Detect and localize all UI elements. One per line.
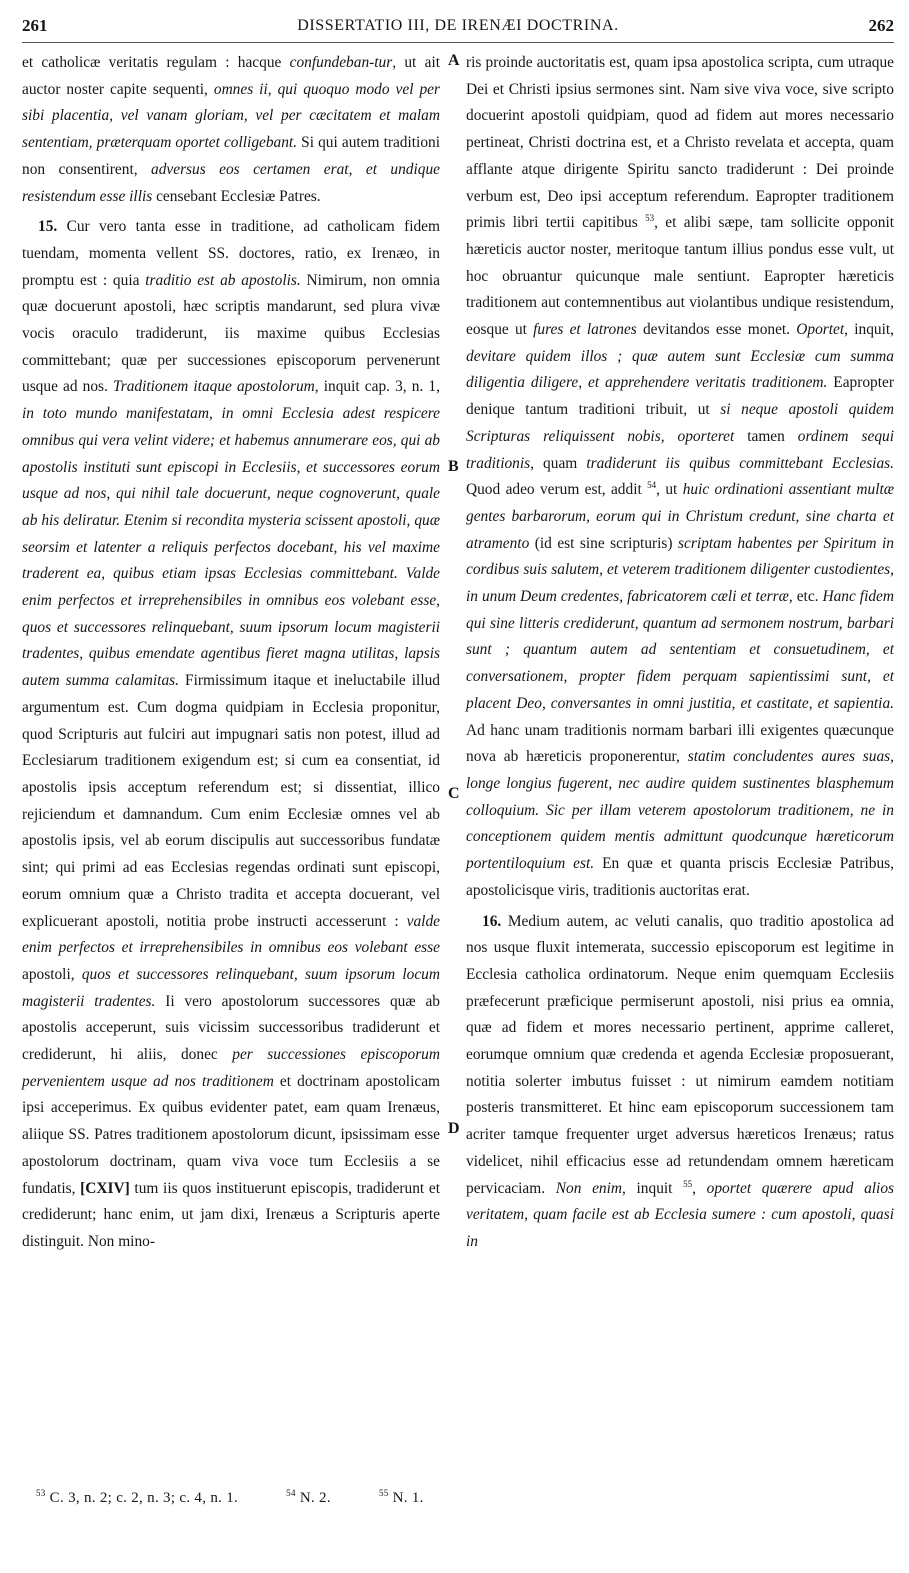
text-run: , inquit cap. 3, n. 1, [314,378,440,396]
italic-text: valde enim perfectos et irreprehensibiles in omnibus eos volebant esse [22,912,440,957]
italic-text: statim concludentes aures suas, longe longius fugerent, nec audire quidem sustinentes blasphemum colloquium. Sic per illam veterem apostolorum traditionem, ne in conceptionem quidem mentis admittunt quodcunque hæreticorum portentiloquium est. [466,748,895,873]
text-run: En quæ et quanta priscis Ecclesiæ Patribus, apostolicisque viris, traditionis auctoritas erat. [466,855,894,899]
text-run: Nimirum, non omnia quæ docuerunt apostoli, hæc scriptis mandarunt, sed plura vivæ vocis oraculo tradiderunt, iis maxime quibus Ecclesias committebant; quæ per successiones episcoporum pervenerunt usque ad nos. [22,271,440,396]
footnote-mark: 53 [36,1488,46,1498]
italic-text: ordinem sequi traditionis [466,427,894,472]
bold-text: [CXIV] [80,1179,130,1197]
page-number-left: 261 [22,16,48,35]
running-header [22,14,894,43]
text-run: censebant Ecclesiæ Patres. [152,187,321,205]
text-run: Ii vero apostolorum successores quæ ab apostolis acceperunt, suis vicissim successoribus tradiderunt et crediderunt, hi aliis, donec [22,992,440,1064]
right-paragraph-continuation [466,50,894,905]
footnote-reference: 54 [647,480,657,491]
text-run: Medium autem, ac veluti canalis, quo traditio apostolica ad nos usque fluxit intemerata, successio episcoporum est legitime in Ecclesia catholica ordinatorum. Neque enim quemquam Ecclesiis præfecerunt præficique permiserunt apostoli, nisi prius ea omnia, quæ ad fidem et mores necessario pertinent, apprime calleret, eorumque omnium quæ credenda et agenda Ecclesiæ proposuerant, notitia solerter imbutus fuisset : ut nimirum eamdem notitiam posteris transmitteret. Et hinc eam episcoporum successionem tam acriter tamque frequenter urget adversus hæreticos Irenæus; ratus videlicet, nihil efficacius esse ad retundendam omnem hæreticam pervicaciam. [466,912,894,1197]
italic-text: si neque apostoli quidem Scripturas reliquissent nobis, oporteret [466,401,894,445]
text-run: etc. [792,588,823,606]
italic-text: oportet quærere apud alios veritatem, quam facile est ab Ecclesia sumere : cum apostoli, quasi in [466,1179,895,1250]
text-run: et doctrinam apostolicam ipsi acceperimus. Ex quibus evidenter patet, eam quam Irenæus, aliique SS. Patres traditionem apostolorum dicunt, ipsissimam esse apostolorum doctrinam, quam viva voce tum Ecclesiis a se fundatis, [22,1072,440,1197]
text-run: (id est sine scripturis) [529,534,679,552]
page-number-right: 262 [868,16,894,35]
margin-letter-b: B [448,458,459,475]
italic-text: devitare quidem illos ; quæ autem sunt Ecclesiæ cum summa diligentia diligere, et apprehendere veritatis traditionem. [466,347,894,392]
text-run: , ut [656,481,683,499]
margin-letter-a: A [448,52,460,69]
italic-text: per successiones episcoporum pervenientem usque ad nos traditionem [22,1046,440,1090]
italic-text: huic ordinationi assentiant multæ gentes barbarorum, eorum qui in Christum credunt, sine charta et atramento [466,481,895,552]
footnote-54 [286,1490,353,1506]
footnote-53 [36,1490,260,1506]
italic-text: tradiderunt iis quibus committebant Ecclesias. [586,454,894,472]
text-run: Ad hanc unam traditionis normam barbari illi exigentes quæcunque nova ab hæreticis proponerentur, [466,721,894,766]
footnote-reference: 55 [683,1178,693,1189]
text-run: tamen [734,427,798,445]
text-run: devitandos esse monet. [636,321,797,339]
text-run: , quam [530,454,587,472]
footnote-mark: 54 [286,1488,296,1498]
italic-text: fures et latrones [533,321,637,339]
italic-text: traditio est ab apostolis. [145,271,301,289]
text-run: Eapropter denique tantum traditioni tribuit, ut [466,374,894,419]
italic-text: quos et successores relinquebant, suum ipsorum locum magisterii tradentes. [22,965,440,1010]
text-run: , ut ait auctor noster capite sequenti, [22,54,440,98]
margin-letter-d: D [448,1120,460,1137]
left-paragraph-continuation [22,50,440,210]
footnote-text: N. 2. [299,1490,331,1506]
text-run: apostoli, [22,965,82,983]
footnote-text: C. 3, n. 2; c. 2, n. 3; c. 4, n. 1. [49,1490,239,1506]
footnote-55 [379,1490,446,1506]
footnote-mark: 55 [378,1488,389,1498]
bold-text: 16. [482,912,508,930]
text-run: Cur vero tanta esse in traditione, ad catholicam fidem tuendam, momenta vellent SS. doctores, ratio, ex Irenæo, in promptu est : quia [22,218,440,289]
text-run: tum iis quos instituerunt episcopis, tradiderunt et crediderunt; hanc enim, ut jam dixi, Irenæus a Scripturis aperte distinguit. Non mino- [22,1179,440,1250]
text-run: , et alibi sæpe, tam sollicite opponit hæreticis auctor noster, meritoque tantum illius pondus esse vult, ut hoc obruantur quicunque male sentiunt. Eapropter hæreticis traditionem aut contemnentibus aut violantibus undique resistendum, eosque ut [466,214,895,339]
running-title: DISSERTATIO III, DE IRENÆI DOCTRINA. [297,17,619,34]
italic-text: in toto mundo manifestatam, in omni Ecclesia adest respicere omnibus qui vera velint videre; et habemus annumerare eos, qui ab apostolis instituti sunt episcopi in Ecclesiis, et successores eorum usque ad nos, qui nihil tale docuerunt, neque cognoverunt, quale ab his deliratur. Etenim si recondita mysteria scissent apostoli, quæ seorsim et latenter a reliquis perfectos docebant, his vel maxime traderent ea, quibus etiam ipsas Ecclesias committebant. Valde enim perfectos et irreprehensibiles in omnibus eos volebant esse, quos et successores relinquebant, suum ipsorum locum magisterii tradentes, quibus emendate agentibus fieret magna utilitas, lapsis autem summa calamitas. [22,405,440,690]
text-run: et catholicæ veritatis regulam : hacque [22,54,290,71]
right-column [466,50,894,1256]
text-run: , inquit [622,1179,684,1197]
italic-text: Non enim [555,1179,622,1197]
text-run: , inquit, [844,321,894,339]
left-column [22,50,440,1256]
italic-text: scriptam habentes per Spiritum in cordibus suis salutem, et veterem traditionem diligenter custodientes, in unum Deum credentes, fabricatorem cæli et terræ, [466,534,894,606]
bold-text: 15. [38,218,67,236]
text-run: , [692,1179,707,1197]
margin-letter-c: C [448,785,460,802]
text-run: ris proinde auctoritatis est, quam ipsa apostolica scripta, cum utraque Dei et Christi ipsius sermones sint. Nam sive viva voce, sive scripto docuerint apostoli quidpiam, quod ad fidem aut mores necessario pertineat, Christi doctrina est, et a Christo revelata et accepta, quam afflante atque dirigente Spiritu sancto tradiderunt : Dei proinde verbum est, Deo ipsi acceptum referendum. Eapropter traditionem primis libri tertii capitibus [466,54,894,232]
italic-text: Oportet [796,321,845,339]
text-run: Si qui autem traditioni non consentirent, [22,134,441,178]
italic-text: confundeban-tur [289,54,393,71]
text-run: Quod adeo verum est, addit [466,481,648,499]
margin-letters [448,50,462,1450]
left-paragraph-15 [22,214,440,1255]
footnotes [36,1488,468,1507]
right-paragraph-16 [466,909,894,1256]
italic-text: Traditionem itaque apostolorum [113,378,315,396]
text-run: Firmissimum itaque et ineluctabile illud argumentum est. Cum dogma quidpiam in Ecclesia proponitur, quod Scripturis aut fulciri aut impugnari satis non potest, illud ad Ecclesiarum traditionem exigendum est; si cum ea consentiat, id apostolis ipsis acceptum referendum est; si dissentiat, illico rejiciendum et damnandum. Cum enim Ecclesiæ omnes vel ab apostolis ipsis, vel ab eorum discipulis aut successoribus fundatæ sint; qui primi ad eas Ecclesias regendas ordinati sunt episcopi, eorum omnium quæ a Christo tradita et accepta docuerant, vel explicuerant apostoli, notitia probe instructi accesserunt : [22,672,440,930]
italic-text: omnes ii, qui quoquo modo vel per sibi placentia, vel vanam gloriam, vel per cæcitatem et malam sententiam, præterquam oportet colligebant. [22,80,440,152]
footnote-reference: 53 [645,213,655,224]
footnote-text: N. 1. [392,1490,424,1506]
italic-text: adversus eos certamen erat, et undique resistendum esse illis [22,160,440,205]
italic-text: Hanc fidem qui sine litteris crediderunt, quantum ad sermonem nostrum, barbari sunt ; quantum autem ad sententiam et consuetudinem, et conversationem, propter fidem perquam sapientissimi sunt, et placent Deo, conversantes in omni justitia, et castitate, et sapientia. [466,588,894,712]
